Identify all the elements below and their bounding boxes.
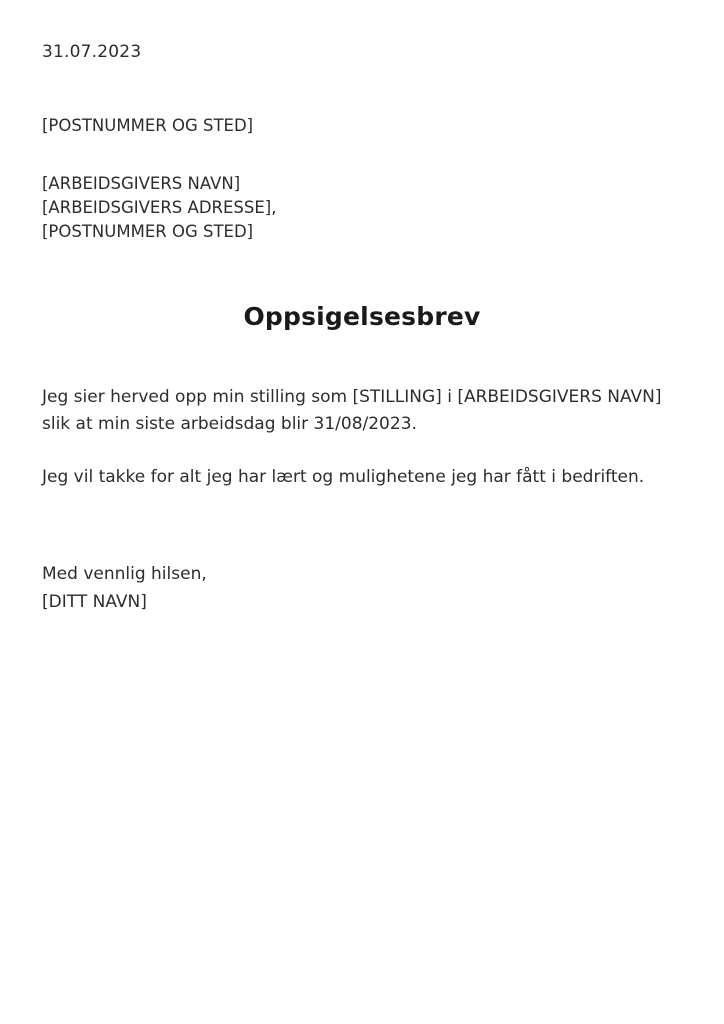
letter-title: Oppsigelsesbrev	[243, 302, 481, 331]
closing-salutation: Med vennlig hilsen,	[42, 564, 207, 584]
letter-body	[42, 384, 690, 517]
sender-location-placeholder: [POSTNUMMER OG STED]	[42, 116, 254, 135]
recipient-address-block	[42, 172, 276, 244]
recipient-address-placeholder: [ARBEIDSGIVERS ADRESSE],	[42, 198, 277, 217]
recipient-postal-placeholder: [POSTNUMMER OG STED]	[42, 222, 254, 241]
letter-date: 31.07.2023	[42, 42, 142, 62]
signature-name-placeholder: [DITT NAVN]	[42, 592, 147, 612]
letter-closing-block	[42, 560, 207, 616]
recipient-name-placeholder: [ARBEIDSGIVERS NAVN]	[42, 174, 241, 193]
body-paragraph-resignation: Jeg sier herved opp min stilling som [STILLING] i [ARBEIDSGIVERS NAVN] slik at min siste arbeidsdag blir 31/08/2023.	[42, 387, 662, 434]
body-paragraph-thanks: Jeg vil takke for alt jeg har lært og mulighetene jeg har fått i bedriften.	[42, 467, 645, 487]
